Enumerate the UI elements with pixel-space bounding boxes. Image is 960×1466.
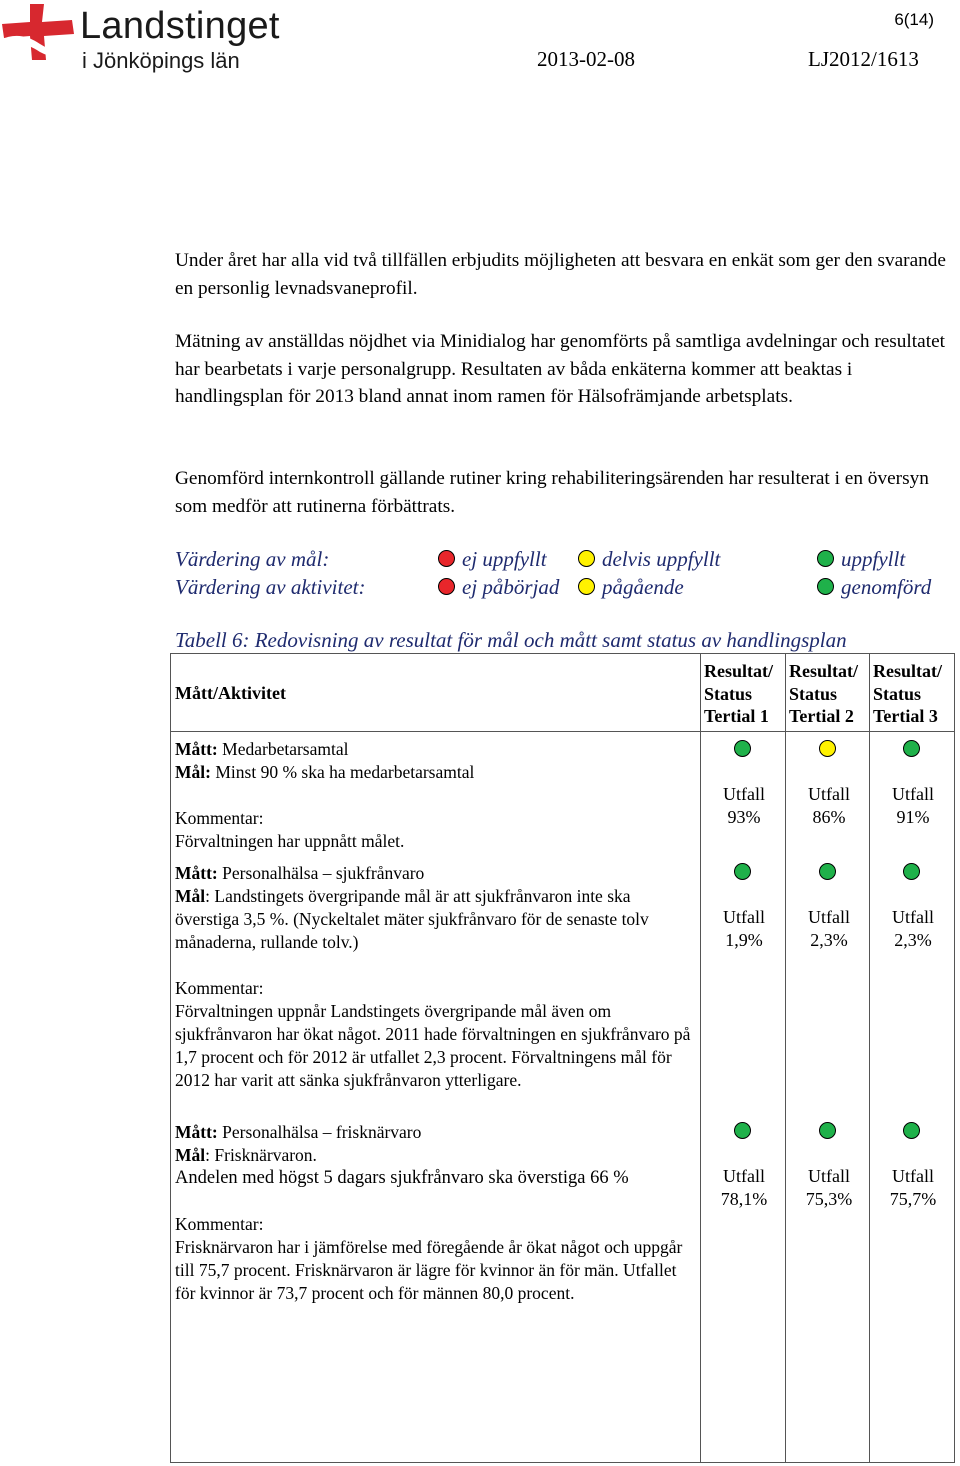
- org-name: Landstinget: [80, 5, 280, 47]
- table-row-sjukfranvaro: Mått: Personalhälsa – sjukfrånvaro Mål: Landstingets övergripande mål är att sjukfrånvaron inte ska överstiga 3,5 %. (Nyckeltalet mäter sjukfrånvaro för de senaste tolv månaderna, rullande tolv.) Kommentar: Förvaltningen uppnår Landstingets övergripande mål även om sjukfrånvaron har ökat något. 2011 hade förvaltningen en sjukfrånvaro på 1,7 procent och för 2012 är utfallet 2,3 procent. Förvaltningens mål för 2012 har varit att sänka sjukfrånvaron ytterligare.: [175, 863, 691, 1090]
- table-row-frisknarvaro: Mått: Personalhälsa – frisknärvaro Mål: Frisknärvaron. Andelen med högst 5 dagars sjukfrånvaro ska överstiga 66 % Kommentar: Frisknärvaron har i jämförelse med föregående år ökat något och uppgår till 75,7 procent. Frisknärvaron är lägre för kvinnor än för män. Utfallet för kvinnor är 73,7 procent och för männen 80,0 procent.: [175, 1122, 683, 1303]
- outcome-t1: Utfall 1,9%: [723, 907, 765, 950]
- paragraph-internkontroll: Genomförd internkontroll gällande rutiner kring rehabiliteringsärenden har resulterat i en översyn som medför att rutinerna förbättrats.: [175, 468, 929, 517]
- paragraph-minidialog: Mätning av anställdas nöjdhet via Minidialog har genomförts på samtliga avdelningar och resultatet har bearbetats i varje personalgrupp. Resultaten av båda enkäterna kommer att beaktas i handlingsplan för 2013 bland annat inom ramen för Hälsofrämjande arbetsplats.: [175, 331, 945, 407]
- org-subtitle: i Jönköpings län: [82, 48, 240, 73]
- outcome-t1: Utfall 93%: [723, 784, 765, 827]
- red-status-icon: [438, 550, 455, 567]
- legend-goal-label: Värdering av mål:: [175, 547, 330, 571]
- green-status-icon: [817, 578, 834, 595]
- legend-goal-yellow: delvis uppfyllt: [602, 547, 721, 571]
- column-divider: [700, 653, 701, 1463]
- legend-activity-label: Värdering av aktivitet:: [175, 575, 366, 599]
- column-header-tertial-1: Resultat/ Status Tertial 1: [704, 661, 773, 726]
- column-header-tertial-3: Resultat/ Status Tertial 3: [873, 661, 942, 726]
- green-status-icon: [817, 550, 834, 567]
- legend-activity-yellow: pågående: [602, 575, 684, 599]
- legend-activity-green: genomförd: [841, 575, 932, 599]
- outcome-t3: Utfall 75,7%: [889, 1166, 937, 1209]
- status-icon-t2: [819, 863, 836, 880]
- legend-goal-green: uppfyllt: [841, 547, 906, 571]
- landstinget-logo-icon: [0, 0, 78, 62]
- outcome-t2: Utfall 86%: [808, 784, 850, 827]
- document-reference: LJ2012/1613: [808, 47, 919, 71]
- column-divider: [869, 653, 870, 1463]
- document-date: 2013-02-08: [537, 47, 635, 71]
- column-divider: [785, 653, 786, 1463]
- column-header-tertial-2: Resultat/ Status Tertial 2: [789, 661, 858, 726]
- table-row-medarbetarsamtal: Mått: Medarbetarsamtal Mål: Minst 90 % ska ha medarbetarsamtal Kommentar: Förvaltningen har uppnått målet.: [175, 739, 475, 851]
- outcome-t3: Utfall 2,3%: [892, 907, 934, 950]
- status-icon-t1: [734, 1122, 751, 1139]
- table-caption: Tabell 6: Redovisning av resultat för mål och mått samt status av handlingsplan: [175, 628, 847, 652]
- red-status-icon: [438, 578, 455, 595]
- status-icon-t1: [734, 863, 751, 880]
- yellow-status-icon: [578, 578, 595, 595]
- column-header-matt: Mått/Aktivitet: [175, 683, 286, 703]
- status-icon-t2: [819, 1122, 836, 1139]
- outcome-t1: Utfall 78,1%: [720, 1166, 768, 1209]
- status-icon-t3: [903, 863, 920, 880]
- paragraph-levnadsvaneprofil: Under året har alla vid två tillfällen erbjudits möjligheten att besvara en enkät som ger den svarande en personlig levnadsvaneprofil.: [175, 250, 946, 299]
- legend-goal-red: ej uppfyllt: [462, 547, 547, 571]
- header-divider: [170, 731, 955, 732]
- status-icon-t3: [903, 1122, 920, 1139]
- status-icon-t3: [903, 740, 920, 757]
- outcome-t2: Utfall 2,3%: [808, 907, 850, 950]
- page-number: 6(14): [894, 10, 934, 29]
- legend-activity-red: ej påbörjad: [462, 575, 560, 599]
- status-icon-t1: [734, 740, 751, 757]
- outcome-t2: Utfall 75,3%: [805, 1166, 853, 1209]
- status-icon-t2: [819, 740, 836, 757]
- yellow-status-icon: [578, 550, 595, 567]
- outcome-t3: Utfall 91%: [892, 784, 934, 827]
